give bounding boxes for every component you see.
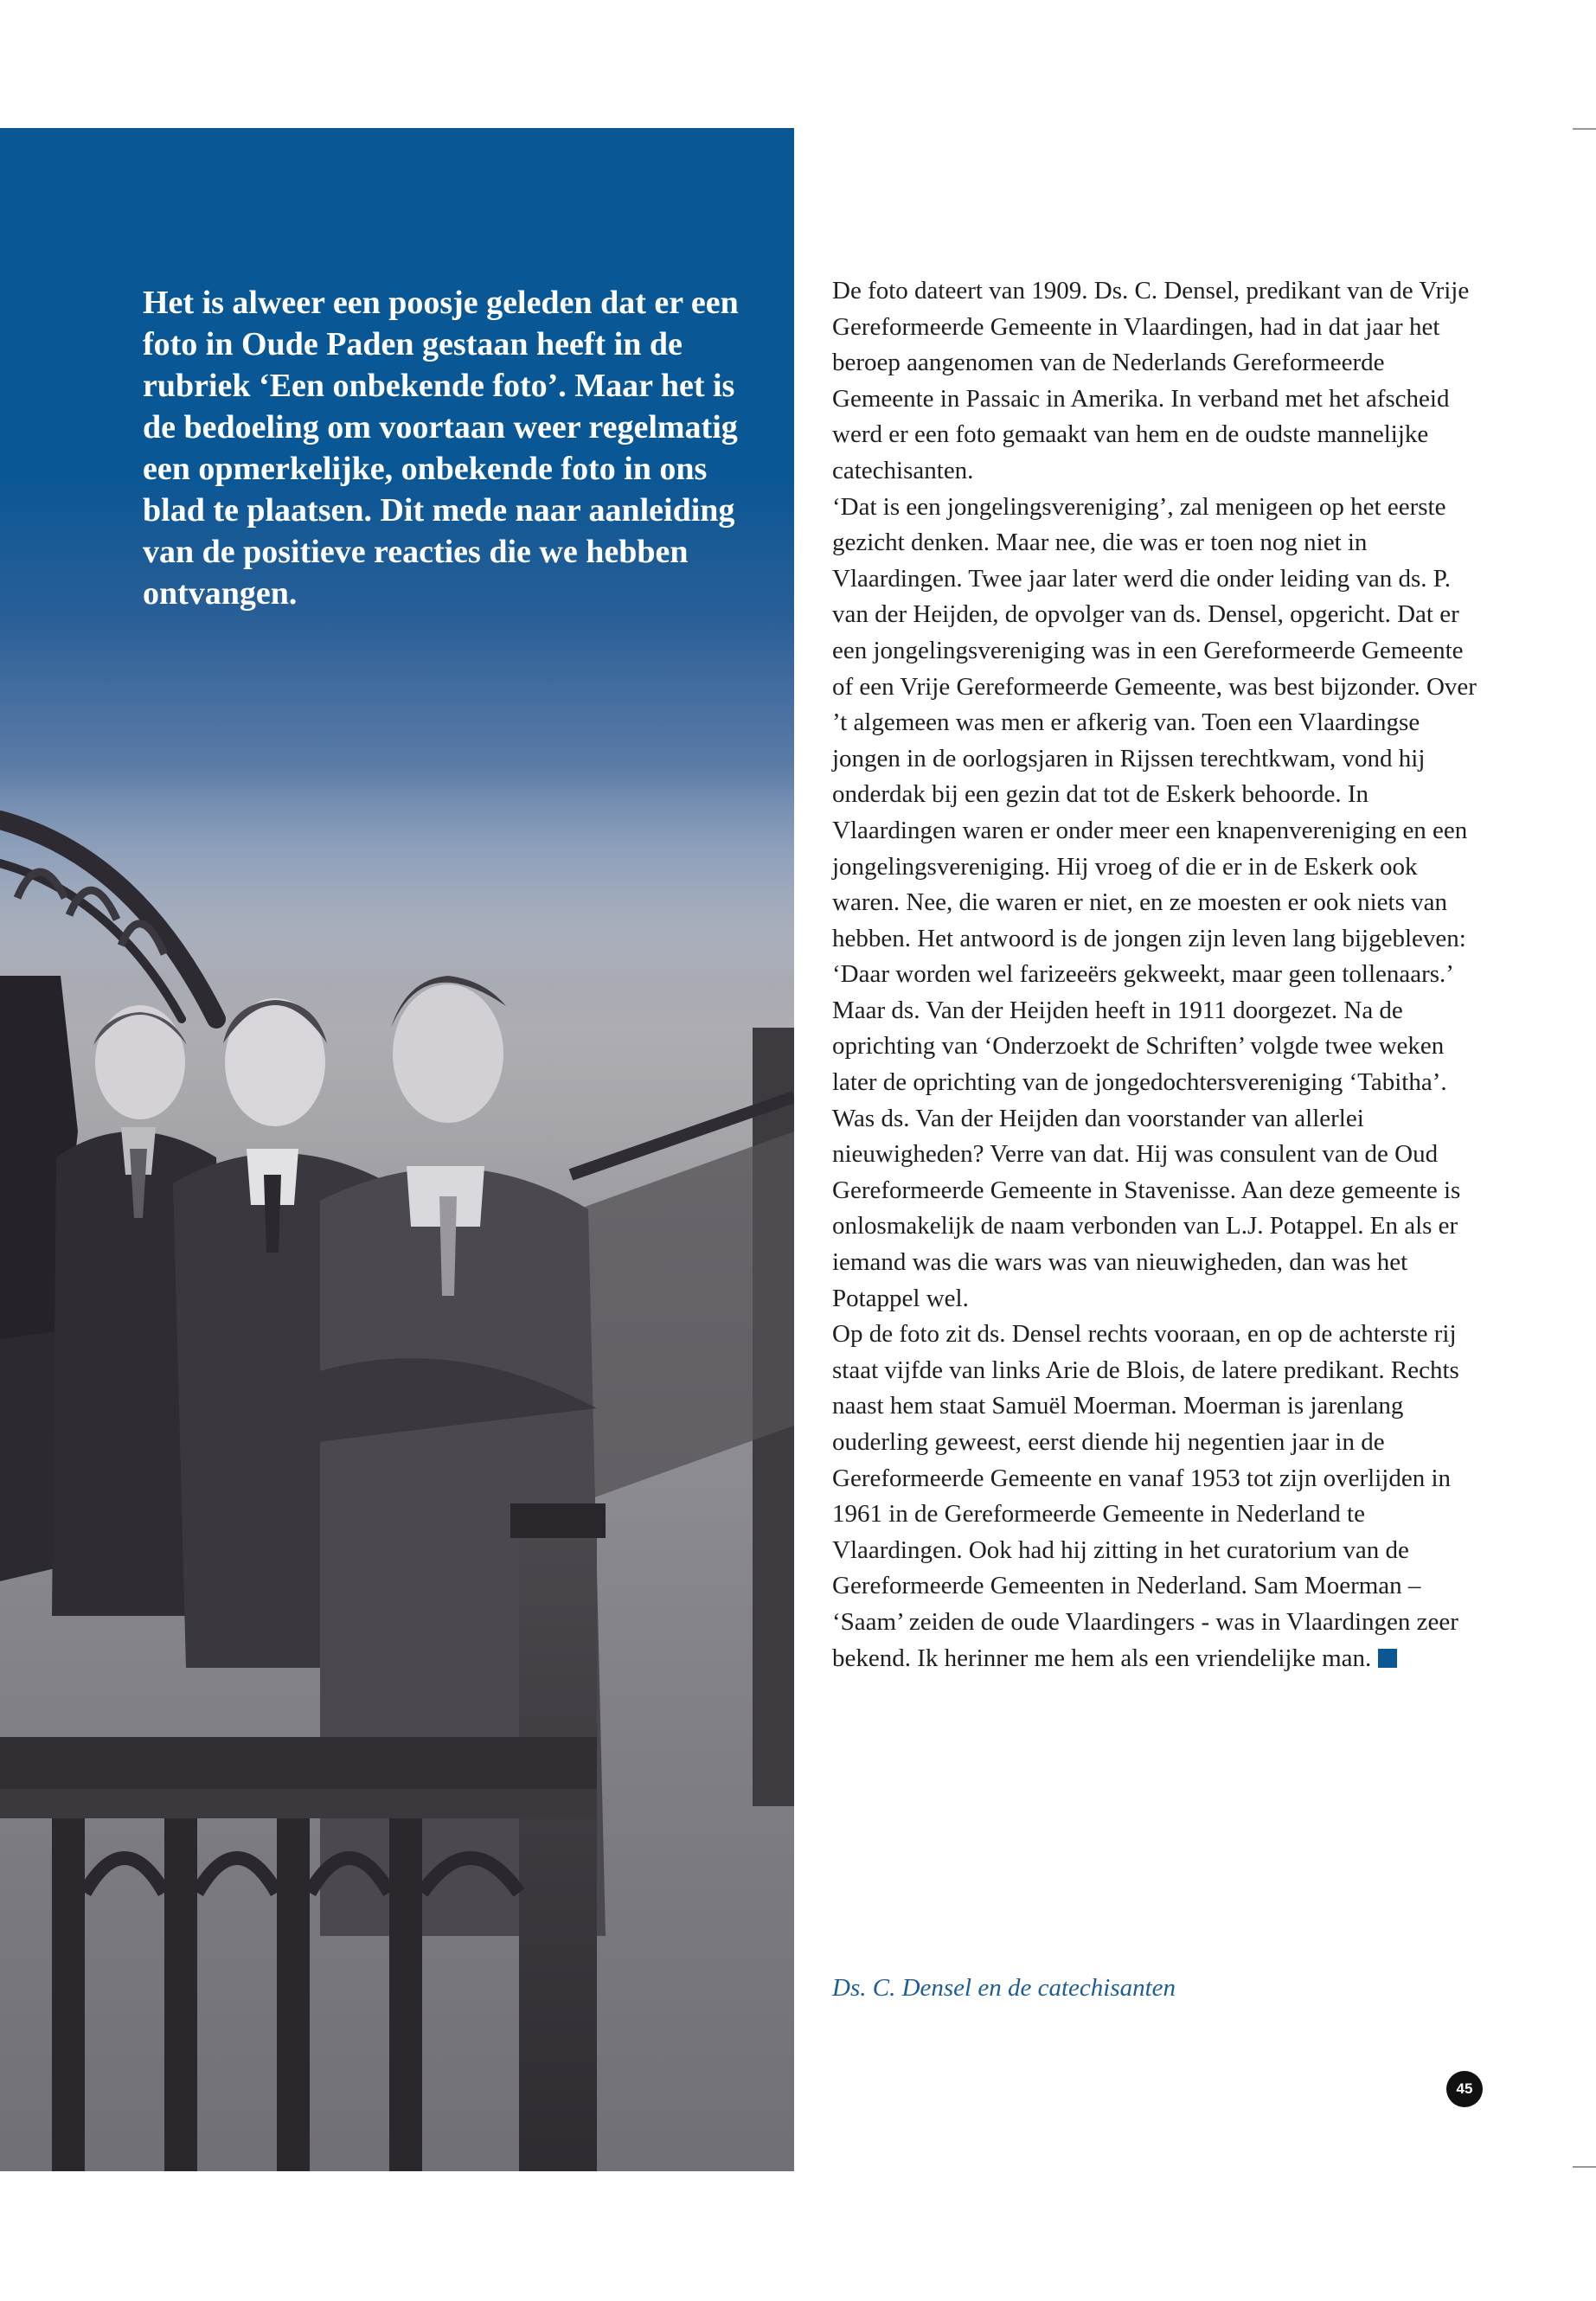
end-square-icon [1378,1649,1397,1668]
article-paragraph-text: Op de foto zit ds. Densel rechts vooraan, en op de achterste rij staat vijfde van links Arie de Blois, de latere predikant. Rechts naast hem staat Samuël Moerman. Moerman is jarenlang ouderling geweest, eerst diende hij negentien jaar in de Gereformeerde Gemeente en vanaf 1953 tot zijn overlijden in 1961 in de Gereformeerde Gemeente in Nederland te Vlaardingen. Ook had hij zitting in het curatorium van de Gereformeerde Gemeenten in Nederland. Sam Moerman – ‘Saam’ zeiden de oude Vlaardingers - was in Vlaardingen zeer bekend. Ik herinner me hem als een vriendelijke man. [832,1320,1459,1672]
article-paragraph: Maar ds. Van der Heijden heeft in 1911 doorgezet. Na de oprichting van ‘Onderzoekt de Schriften’ volgde twee weken later de oprichting van de jongedochtersvereniging ‘Tabitha’. Was ds. Van der Heijden dan voorstander van allerlei nieuwigheden? Verre van dat. Hij was consulent van de Oud Gereformeerde Gemeente in Stavenisse. Aan deze gemeente is onlosmakelijk de naam verbonden van L.J. Potappel. En als er iemand was die wars was van nieuwigheden, dan was het Potappel wel. [832,996,1461,1312]
article-body [832,273,1490,1676]
page-number: 45 [1446,2071,1483,2107]
historic-group-photo [0,768,794,2171]
article-paragraph: De foto dateert van 1909. Ds. C. Densel, predikant van de Vrije Gereformeerde Gemeente in Vlaardingen, had in dat jaar het beroep aangenomen van de Nederlands Gereformeerde Gemeente in Passaic in Amerika. In verband met het afscheid werd er een foto gemaakt van hem en de oudste mannelijke catechisanten. [832,277,1470,484]
photo-panel [0,128,794,2171]
crop-mark-top [1573,128,1596,130]
intro-text: Het is alweer een poosje geleden dat er een foto in Oude Paden gestaan heeft in de rubriek ‘Een onbekende foto’. Maar het is de bedoeling om voortaan weer regelmatig een opmerkelijke, onbekende foto in ons blad te plaatsen. Dit mede naar aanleiding van de positieve reacties die we hebben ontvangen. [143,285,739,612]
crop-mark-bottom [1573,2166,1596,2168]
article-paragraph-last [832,1317,1490,1676]
article-paragraph: ‘Dat is een jongelingsvereniging’, zal menigeen op het eerste gezicht denken. Maar nee, die was er toen nog niet in Vlaardingen. Twee jaar later werd die onder leiding van ds. P. van der Heijden, de opvolger van ds. Densel, opgericht. Dat er een jongelingsvereniging was in een Gereformeerde Gemeente of een Vrije Gereformeerde Gemeente, was best bijzonder. Over ’t algemeen was men er afkerig van. Toen een Vlaardingse jongen in de oorlogsjaren in Rijssen terechtkwam, vond hij onderdak bij een gezin dat tot de Eskerk behoorde. In Vlaardingen waren er onder meer een knapenvereniging en een jongelingsvereniging. Hij vroeg of die er in de Eskerk ook waren. Nee, die waren er niet, en ze moesten er ook niets van hebben. Het antwoord is de jongen zijn leven lang bijgebleven: ‘Daar worden wel farizeeërs gekweekt, maar geen tollenaars.’ [832,492,1477,989]
photo-caption: Ds. C. Densel en de catechisanten [832,1974,1176,2002]
